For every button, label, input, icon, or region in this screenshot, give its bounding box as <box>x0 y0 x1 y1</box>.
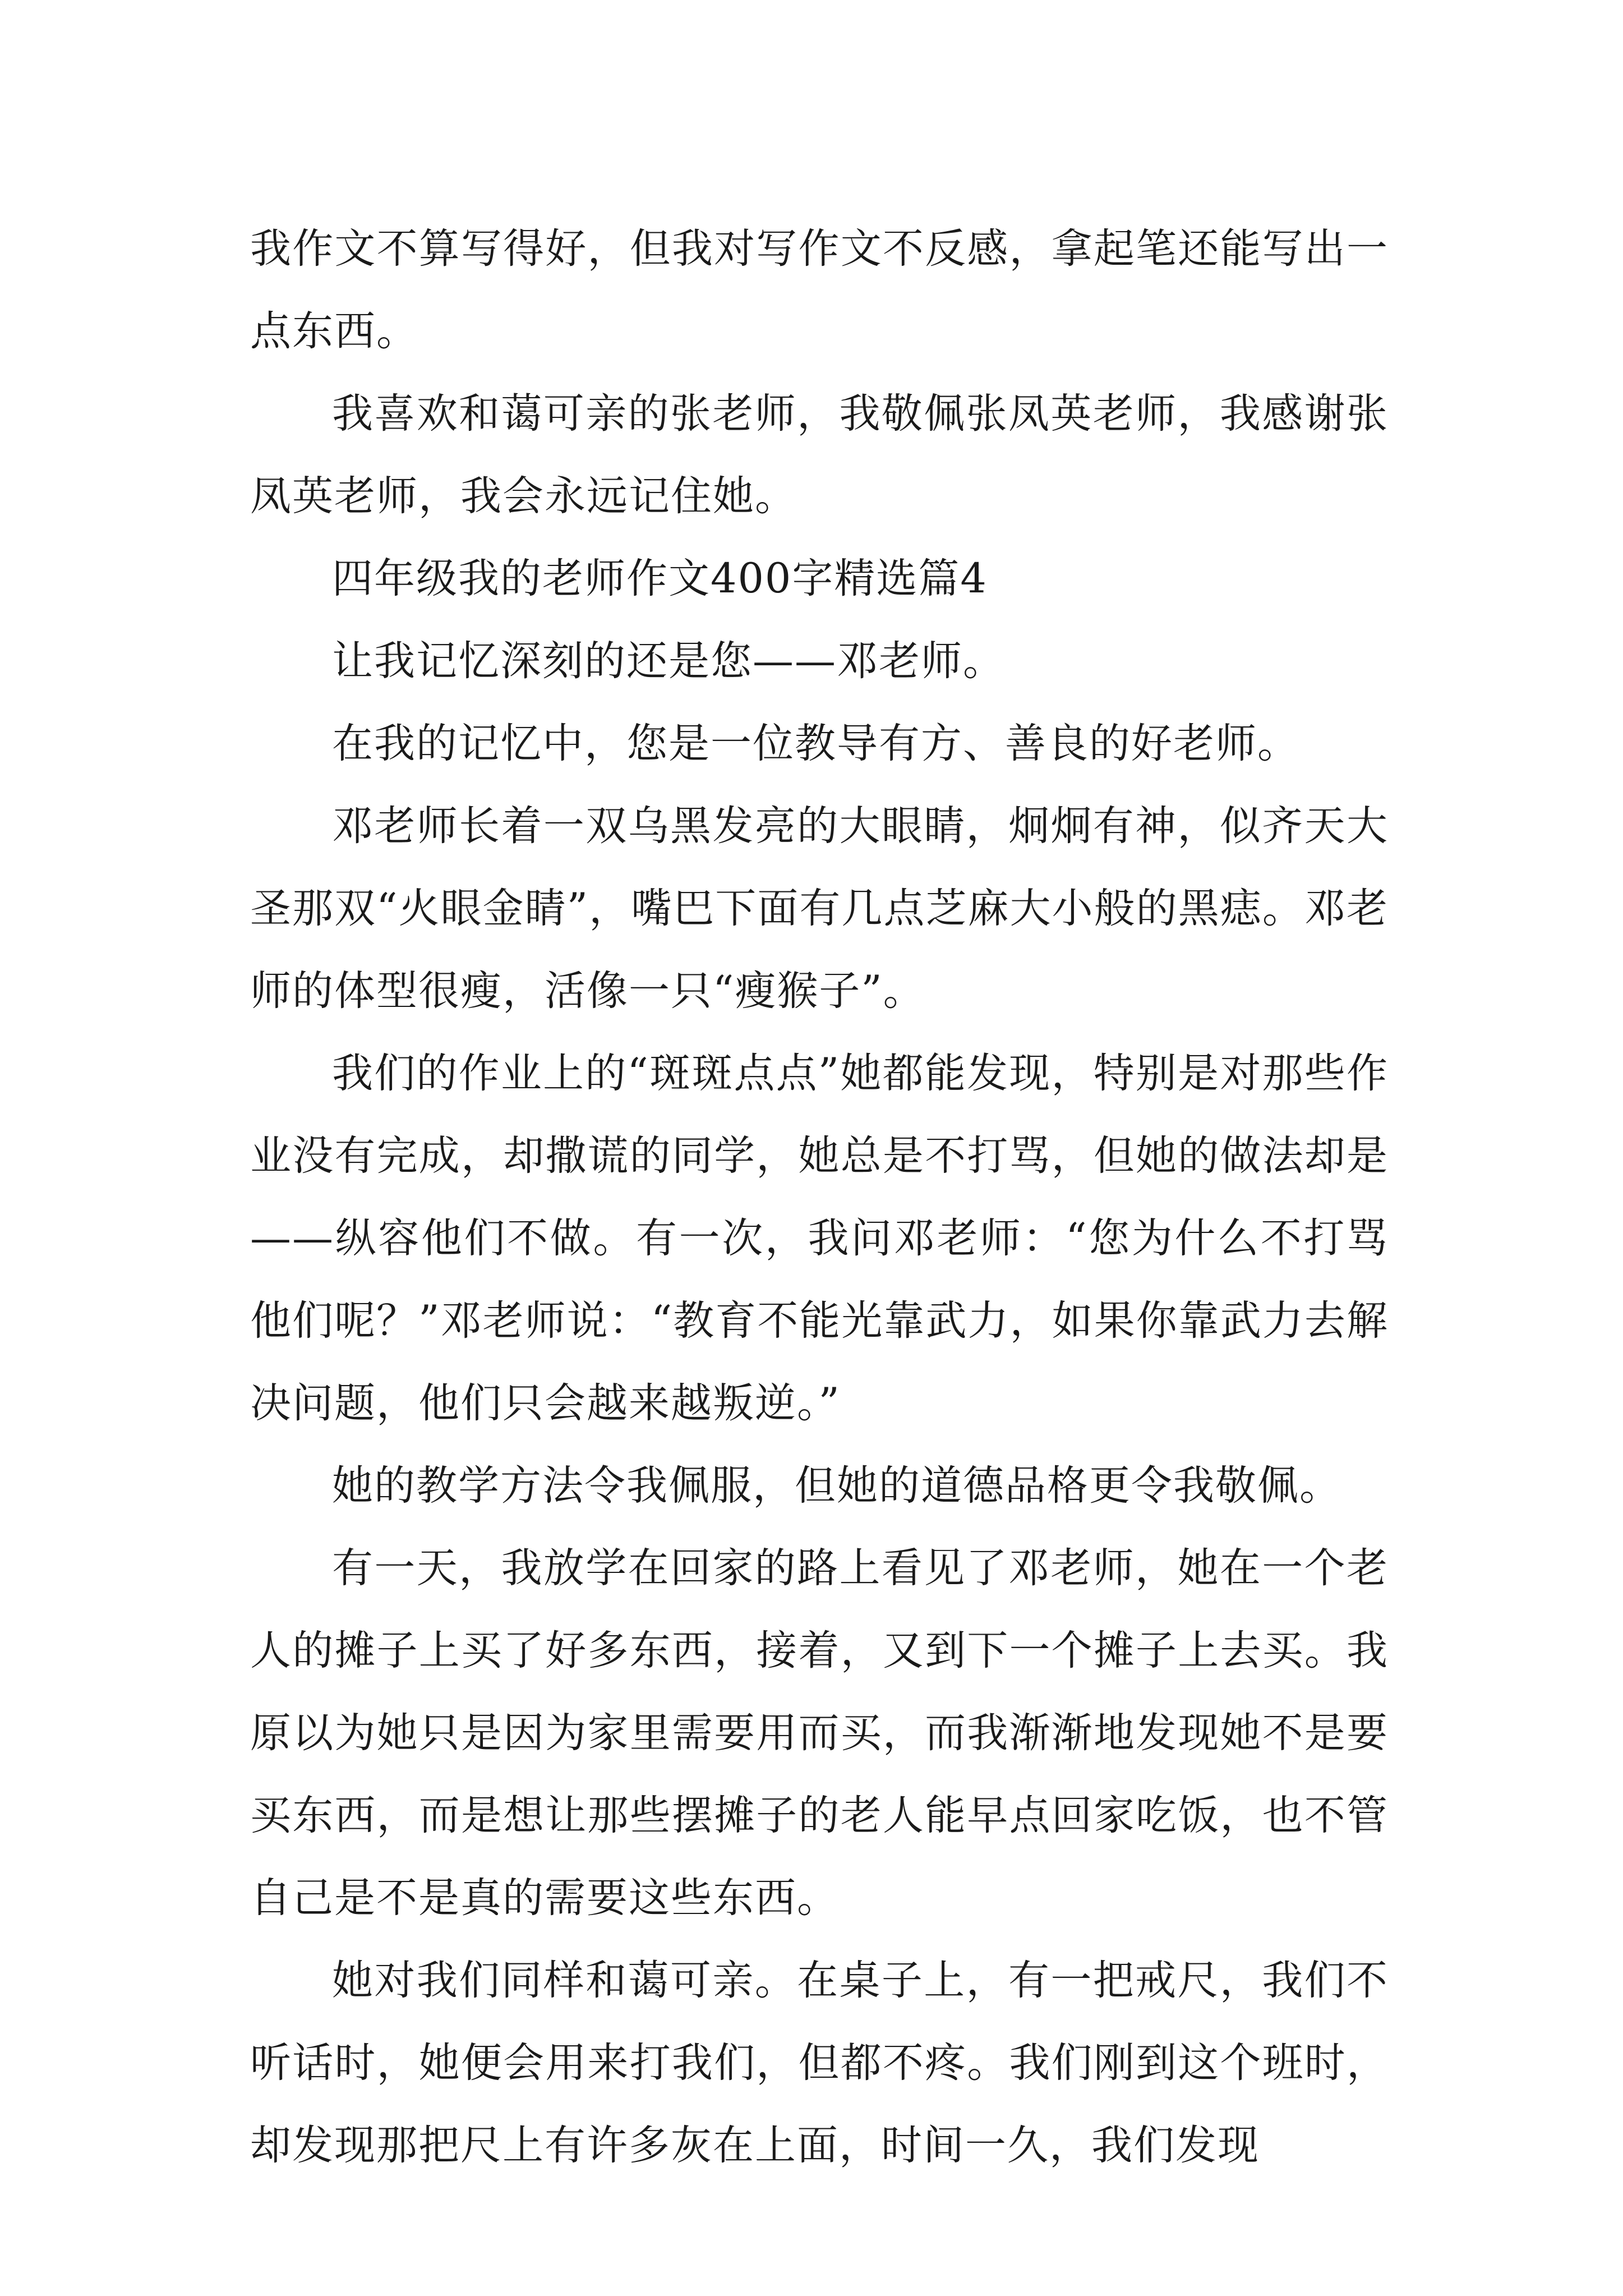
paragraph-2: 我喜欢和蔼可亲的张老师，我敬佩张凤英老师，我感谢张凤英老师，我会永远记住她。 <box>250 390 1389 520</box>
section-heading: 四年级我的老师作文400字精选篇4 <box>332 555 988 602</box>
paragraph-1: 我作文不算写得好，但我对写作文不反感，拿起笔还能写出一点东西。 <box>250 225 1389 355</box>
paragraph-3: 让我记忆深刻的还是您——邓老师。 <box>332 637 1005 685</box>
paragraph-9: 她对我们同样和蔼可亲。在桌子上，有一把戒尺，我们不听话时，她便会用来打我们，但都不疼。我们刚到这个班时，却发现那把尺上有许多灰在上面，时间一久，我们发现 <box>250 1957 1389 2169</box>
paragraph-7: 她的教学方法令我佩服，但她的道德品格更令我敬佩。 <box>332 1462 1341 1510</box>
paragraph-4: 在我的记忆中，您是一位教导有方、善良的好老师。 <box>332 720 1299 767</box>
paragraph-5: 邓老师长着一双乌黑发亮的大眼睛，炯炯有神，似齐天大圣那双“火眼金睛”，嘴巴下面有几点芝麻大小般的黑痣。邓老师的体型很瘦，活像一只“瘦猴子”。 <box>250 802 1389 1015</box>
paragraph-8: 有一天，我放学在回家的路上看见了邓老师，她在一个老人的摊子上买了好多东西，接着，又到下一个摊子上去买。我原以为她只是因为家里需要用而买，而我渐渐地发现她不是要买东西，而是想让那些摆摊子的老人能早点回家吃饭，也不管自己是不是真的需要这些东西。 <box>250 1544 1389 1922</box>
paragraph-6: 我们的作业上的“斑斑点点”她都能发现，特别是对那些作业没有完成，却撒谎的同学，她总是不打骂，但她的做法却是——纵容他们不做。有一次，我问邓老师：“您为什么不打骂他们呢？”邓老师说：“教育不能光靠武力，如果你靠武力去解决问题，他们只会越来越叛逆。” <box>250 1050 1389 1427</box>
document-body <box>250 208 1389 2187</box>
